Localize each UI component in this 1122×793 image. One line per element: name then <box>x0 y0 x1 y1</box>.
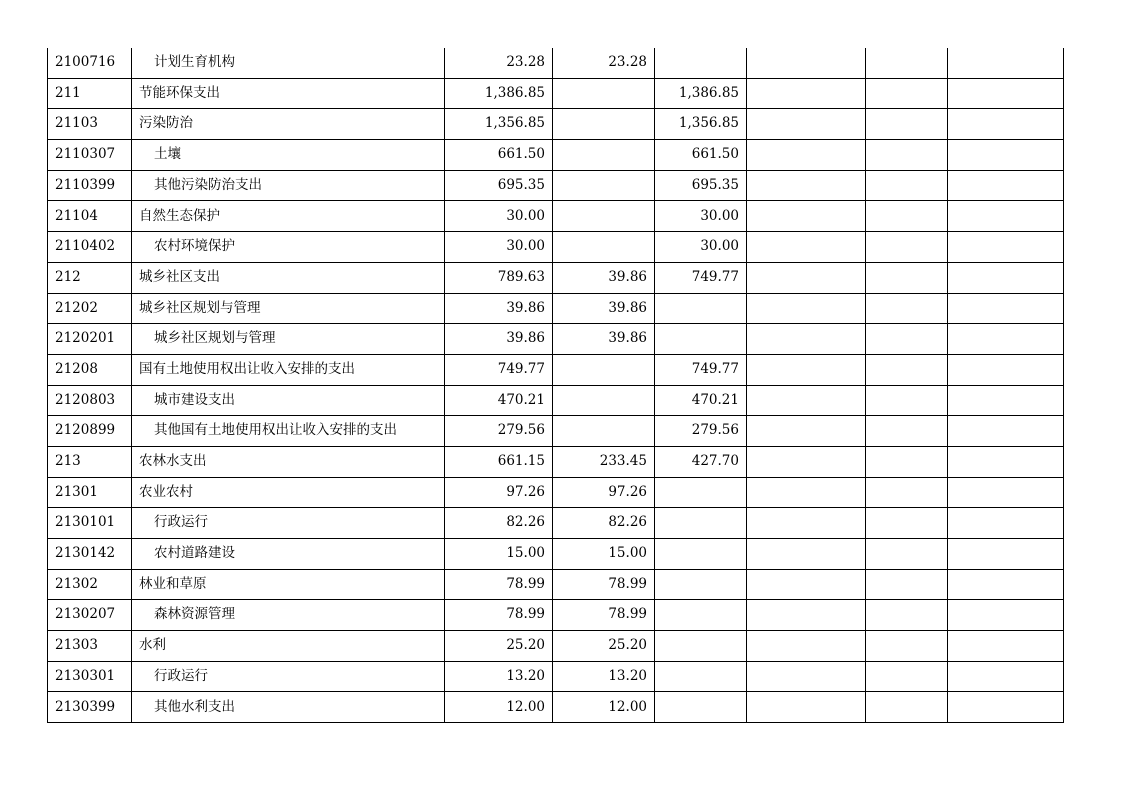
cell-basic-expenditure <box>553 170 655 201</box>
cell-item-name: 国有土地使用权出让收入安排的支出 <box>132 354 445 385</box>
cell-empty-col-8 <box>948 201 1064 232</box>
cell-code: 212 <box>48 262 132 293</box>
table-row <box>48 600 1064 631</box>
cell-code: 2130399 <box>48 692 132 723</box>
cell-empty-col-6 <box>747 661 866 692</box>
cell-code: 2130207 <box>48 600 132 631</box>
cell-code: 2130301 <box>48 661 132 692</box>
cell-project-expenditure: 1,356.85 <box>655 109 747 140</box>
cell-empty-col-6 <box>747 48 866 78</box>
cell-item-name: 自然生态保护 <box>132 201 445 232</box>
cell-empty-col-6 <box>747 354 866 385</box>
cell-total: 30.00 <box>445 232 553 263</box>
cell-project-expenditure <box>655 692 747 723</box>
cell-total: 661.50 <box>445 140 553 171</box>
cell-code: 21302 <box>48 569 132 600</box>
cell-code: 2120803 <box>48 385 132 416</box>
table-row <box>48 293 1064 324</box>
cell-total: 15.00 <box>445 539 553 570</box>
cell-empty-col-7 <box>866 170 948 201</box>
cell-empty-col-7 <box>866 354 948 385</box>
cell-total: 25.20 <box>445 631 553 662</box>
cell-empty-col-7 <box>866 416 948 447</box>
cell-basic-expenditure: 25.20 <box>553 631 655 662</box>
cell-code: 21202 <box>48 293 132 324</box>
table-row <box>48 109 1064 140</box>
cell-empty-col-6 <box>747 262 866 293</box>
table-row <box>48 539 1064 570</box>
cell-total: 12.00 <box>445 692 553 723</box>
cell-basic-expenditure: 78.99 <box>553 569 655 600</box>
cell-project-expenditure: 30.00 <box>655 201 747 232</box>
cell-basic-expenditure: 39.86 <box>553 293 655 324</box>
cell-empty-col-7 <box>866 109 948 140</box>
cell-total: 661.15 <box>445 446 553 477</box>
table-row <box>48 661 1064 692</box>
cell-empty-col-8 <box>948 324 1064 355</box>
cell-empty-col-7 <box>866 661 948 692</box>
cell-empty-col-7 <box>866 201 948 232</box>
cell-empty-col-6 <box>747 324 866 355</box>
cell-project-expenditure <box>655 293 747 324</box>
cell-item-name: 城乡社区支出 <box>132 262 445 293</box>
cell-code: 2110399 <box>48 170 132 201</box>
cell-total: 13.20 <box>445 661 553 692</box>
cell-empty-col-8 <box>948 600 1064 631</box>
cell-code: 213 <box>48 446 132 477</box>
cell-empty-col-7 <box>866 293 948 324</box>
cell-total: 78.99 <box>445 600 553 631</box>
cell-basic-expenditure: 39.86 <box>553 324 655 355</box>
cell-empty-col-8 <box>948 354 1064 385</box>
cell-empty-col-6 <box>747 385 866 416</box>
cell-empty-col-8 <box>948 477 1064 508</box>
table-row <box>48 262 1064 293</box>
cell-item-name: 其他污染防治支出 <box>132 170 445 201</box>
cell-item-name: 节能环保支出 <box>132 78 445 109</box>
cell-project-expenditure: 30.00 <box>655 232 747 263</box>
cell-basic-expenditure: 82.26 <box>553 508 655 539</box>
cell-code: 2120201 <box>48 324 132 355</box>
cell-project-expenditure: 661.50 <box>655 140 747 171</box>
table-row <box>48 78 1064 109</box>
cell-total: 39.86 <box>445 293 553 324</box>
cell-total: 470.21 <box>445 385 553 416</box>
cell-basic-expenditure: 15.00 <box>553 539 655 570</box>
table-row <box>48 354 1064 385</box>
cell-basic-expenditure <box>553 354 655 385</box>
cell-total: 749.77 <box>445 354 553 385</box>
table-row <box>48 569 1064 600</box>
table-row <box>48 48 1064 78</box>
cell-basic-expenditure <box>553 109 655 140</box>
table-row <box>48 201 1064 232</box>
cell-code: 2110402 <box>48 232 132 263</box>
cell-project-expenditure: 749.77 <box>655 262 747 293</box>
table-row <box>48 170 1064 201</box>
cell-empty-col-8 <box>948 293 1064 324</box>
cell-empty-col-6 <box>747 446 866 477</box>
cell-project-expenditure <box>655 508 747 539</box>
cell-project-expenditure: 695.35 <box>655 170 747 201</box>
cell-item-name: 农村环境保护 <box>132 232 445 263</box>
cell-basic-expenditure <box>553 385 655 416</box>
cell-basic-expenditure <box>553 201 655 232</box>
cell-empty-col-7 <box>866 477 948 508</box>
cell-code: 2110307 <box>48 140 132 171</box>
cell-project-expenditure <box>655 661 747 692</box>
cell-empty-col-8 <box>948 262 1064 293</box>
cell-empty-col-8 <box>948 446 1064 477</box>
cell-empty-col-6 <box>747 170 866 201</box>
cell-basic-expenditure: 78.99 <box>553 600 655 631</box>
cell-project-expenditure <box>655 48 747 78</box>
cell-code: 21103 <box>48 109 132 140</box>
cell-item-name: 其他水利支出 <box>132 692 445 723</box>
cell-project-expenditure: 749.77 <box>655 354 747 385</box>
cell-item-name: 森林资源管理 <box>132 600 445 631</box>
cell-project-expenditure <box>655 539 747 570</box>
cell-empty-col-6 <box>747 232 866 263</box>
cell-empty-col-7 <box>866 48 948 78</box>
cell-empty-col-8 <box>948 569 1064 600</box>
cell-item-name: 土壤 <box>132 140 445 171</box>
cell-empty-col-7 <box>866 232 948 263</box>
cell-total: 97.26 <box>445 477 553 508</box>
table-row <box>48 692 1064 723</box>
cell-total: 82.26 <box>445 508 553 539</box>
cell-empty-col-7 <box>866 692 948 723</box>
cell-basic-expenditure <box>553 140 655 171</box>
cell-item-name: 污染防治 <box>132 109 445 140</box>
table-row <box>48 385 1064 416</box>
cell-basic-expenditure: 23.28 <box>553 48 655 78</box>
cell-item-name: 城乡社区规划与管理 <box>132 293 445 324</box>
cell-project-expenditure <box>655 324 747 355</box>
cell-total: 1,386.85 <box>445 78 553 109</box>
cell-empty-col-6 <box>747 569 866 600</box>
cell-empty-col-6 <box>747 201 866 232</box>
table-row <box>48 631 1064 662</box>
cell-project-expenditure: 427.70 <box>655 446 747 477</box>
cell-code: 2120899 <box>48 416 132 447</box>
cell-basic-expenditure <box>553 232 655 263</box>
cell-empty-col-8 <box>948 170 1064 201</box>
cell-empty-col-7 <box>866 446 948 477</box>
cell-basic-expenditure <box>553 78 655 109</box>
cell-empty-col-6 <box>747 692 866 723</box>
cell-project-expenditure <box>655 477 747 508</box>
cell-empty-col-7 <box>866 78 948 109</box>
cell-code: 2100716 <box>48 48 132 78</box>
table-row <box>48 232 1064 263</box>
cell-basic-expenditure <box>553 416 655 447</box>
cell-basic-expenditure: 39.86 <box>553 262 655 293</box>
cell-total: 39.86 <box>445 324 553 355</box>
cell-project-expenditure <box>655 631 747 662</box>
budget-table <box>47 48 1064 723</box>
cell-total: 279.56 <box>445 416 553 447</box>
cell-basic-expenditure: 12.00 <box>553 692 655 723</box>
table-row <box>48 446 1064 477</box>
table-row <box>48 324 1064 355</box>
cell-empty-col-6 <box>747 78 866 109</box>
cell-basic-expenditure: 13.20 <box>553 661 655 692</box>
cell-project-expenditure: 470.21 <box>655 385 747 416</box>
cell-item-name: 城市建设支出 <box>132 385 445 416</box>
cell-code: 21208 <box>48 354 132 385</box>
table-row <box>48 416 1064 447</box>
cell-empty-col-7 <box>866 508 948 539</box>
cell-total: 78.99 <box>445 569 553 600</box>
cell-empty-col-6 <box>747 477 866 508</box>
cell-empty-col-7 <box>866 262 948 293</box>
cell-code: 21301 <box>48 477 132 508</box>
cell-code: 21303 <box>48 631 132 662</box>
cell-empty-col-8 <box>948 692 1064 723</box>
cell-total: 695.35 <box>445 170 553 201</box>
cell-empty-col-7 <box>866 600 948 631</box>
cell-empty-col-8 <box>948 508 1064 539</box>
cell-empty-col-8 <box>948 416 1064 447</box>
cell-empty-col-8 <box>948 109 1064 140</box>
table-row <box>48 140 1064 171</box>
cell-empty-col-6 <box>747 416 866 447</box>
cell-empty-col-7 <box>866 631 948 662</box>
cell-empty-col-8 <box>948 78 1064 109</box>
cell-code: 211 <box>48 78 132 109</box>
cell-total: 30.00 <box>445 201 553 232</box>
cell-empty-col-7 <box>866 324 948 355</box>
cell-empty-col-6 <box>747 508 866 539</box>
cell-empty-col-8 <box>948 385 1064 416</box>
cell-basic-expenditure: 233.45 <box>553 446 655 477</box>
cell-empty-col-7 <box>866 140 948 171</box>
cell-item-name: 农村道路建设 <box>132 539 445 570</box>
cell-code: 2130142 <box>48 539 132 570</box>
cell-empty-col-6 <box>747 631 866 662</box>
cell-total: 789.63 <box>445 262 553 293</box>
cell-item-name: 林业和草原 <box>132 569 445 600</box>
cell-item-name: 行政运行 <box>132 508 445 539</box>
cell-item-name: 农林水支出 <box>132 446 445 477</box>
table-row <box>48 508 1064 539</box>
cell-item-name: 城乡社区规划与管理 <box>132 324 445 355</box>
cell-empty-col-8 <box>948 631 1064 662</box>
cell-project-expenditure: 279.56 <box>655 416 747 447</box>
table-body <box>48 48 1064 723</box>
cell-empty-col-8 <box>948 661 1064 692</box>
cell-empty-col-8 <box>948 539 1064 570</box>
cell-item-name: 其他国有土地使用权出让收入安排的支出 <box>132 416 445 447</box>
cell-total: 1,356.85 <box>445 109 553 140</box>
cell-empty-col-7 <box>866 569 948 600</box>
cell-project-expenditure <box>655 600 747 631</box>
cell-empty-col-8 <box>948 48 1064 78</box>
cell-code: 21104 <box>48 201 132 232</box>
cell-empty-col-7 <box>866 385 948 416</box>
cell-empty-col-6 <box>747 539 866 570</box>
cell-empty-col-8 <box>948 232 1064 263</box>
cell-empty-col-7 <box>866 539 948 570</box>
cell-empty-col-6 <box>747 140 866 171</box>
cell-item-name: 计划生育机构 <box>132 48 445 78</box>
cell-empty-col-6 <box>747 600 866 631</box>
cell-empty-col-6 <box>747 293 866 324</box>
cell-project-expenditure <box>655 569 747 600</box>
cell-item-name: 水利 <box>132 631 445 662</box>
cell-code: 2130101 <box>48 508 132 539</box>
cell-empty-col-6 <box>747 109 866 140</box>
cell-item-name: 行政运行 <box>132 661 445 692</box>
table-row <box>48 477 1064 508</box>
cell-total: 23.28 <box>445 48 553 78</box>
cell-item-name: 农业农村 <box>132 477 445 508</box>
cell-basic-expenditure: 97.26 <box>553 477 655 508</box>
cell-project-expenditure: 1,386.85 <box>655 78 747 109</box>
cell-empty-col-8 <box>948 140 1064 171</box>
